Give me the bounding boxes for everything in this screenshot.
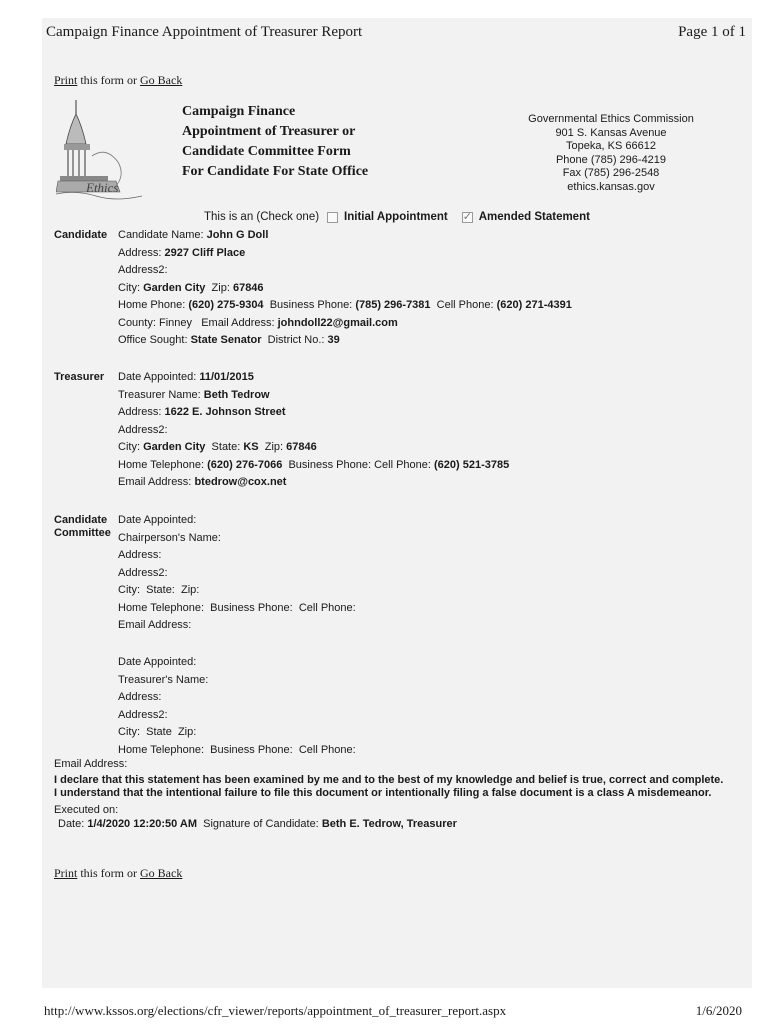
form-title-line: For Candidate For State Office <box>182 164 369 179</box>
field-label: Zip: <box>211 281 230 294</box>
treasurer-name-row <box>118 387 738 405</box>
committee-email-row: Email Address: <box>118 619 192 631</box>
field-label: Treasurer Name: <box>118 388 201 401</box>
amended-statement-label: Amended Statement <box>478 211 590 223</box>
field-label: Cell Phone: <box>374 458 431 471</box>
field-label: City: <box>118 584 140 596</box>
committee-treasurer-email-row: Email Address: <box>54 758 128 770</box>
field-label: State: <box>146 584 175 596</box>
treasurer-city-value: Garden City <box>143 441 206 453</box>
candidate-address-value: 2927 Cliff Place <box>164 246 246 259</box>
execution-date-value: 1/4/2020 12:20:50 AM <box>87 818 198 830</box>
candidate-district-value: 39 <box>327 334 340 346</box>
form-title-line: Campaign Finance <box>182 104 296 119</box>
committee-treasurer-address-row: Address: <box>118 691 162 703</box>
agency-phone: Phone (785) 296-4219 <box>555 153 667 166</box>
candidate-name-value: John G Doll <box>206 229 269 241</box>
treasurer-cell-phone-value: (620) 521-3785 <box>434 458 510 471</box>
committee-treasurer-name-row: Treasurer's Name: <box>118 673 209 686</box>
bottom-navigation <box>54 866 182 881</box>
field-label: Cell Phone: <box>436 299 494 311</box>
print-link[interactable]: Print <box>54 73 78 87</box>
agency-fax: Fax (785) 296-2548 <box>562 167 660 179</box>
candidate-business-phone-value: (785) 296-7381 <box>355 299 431 311</box>
print-link[interactable]: Print <box>54 866 78 880</box>
declaration-text: I declare that this statement has been examined by me and to the best of my knowledge and belief is true, correct and complete. I understand that the intentional failure to file this document or intentionally filing a false document is a class A misdemeanor. <box>54 774 724 799</box>
committee-treasurer-address2-row: Address2: <box>118 708 168 721</box>
agency-website: ethics.kansas.gov <box>567 180 655 193</box>
execution-row <box>54 817 724 832</box>
field-label: District No.: <box>267 334 325 346</box>
candidate-county-row <box>118 315 738 333</box>
form-title-line: Appointment of Treasurer or <box>182 124 356 139</box>
print-footer-date: 1/6/2020 <box>695 1003 742 1018</box>
field-label: Zip: <box>264 441 284 453</box>
print-footer-url: http://www.kssos.org/elections/cfr_viewer/reports/appointment_of_treasurer_report.aspx <box>44 1003 507 1018</box>
field-label: Home Telephone: <box>118 458 205 471</box>
committee-date-row: Date Appointed: <box>118 514 197 526</box>
candidate-phone-row <box>118 297 738 315</box>
field-label: Candidate Name: <box>118 229 204 241</box>
committee-section-label <box>54 514 118 540</box>
form-title <box>182 102 368 182</box>
field-label: City: <box>118 441 140 453</box>
committee-city-row <box>118 582 738 600</box>
candidate-home-phone-value: (620) 275-9304 <box>188 299 264 311</box>
agency-name: Governmental Ethics Commission <box>528 113 694 125</box>
top-navigation <box>54 73 182 88</box>
go-back-link[interactable]: Go Back <box>140 73 183 87</box>
committee-treasurer-city-row <box>118 724 738 742</box>
committee-label-line: Committee <box>54 527 111 539</box>
treasurer-date-row <box>118 369 738 387</box>
committee-address2-row: Address2: <box>118 566 168 579</box>
ethics-seal-image <box>56 96 146 204</box>
print-header-title: Campaign Finance Appointment of Treasurer Report <box>46 24 363 40</box>
field-label: Business Phone: <box>210 601 293 614</box>
treasurer-zip-value: 67846 <box>286 441 317 453</box>
treasurer-phone-row <box>118 457 738 475</box>
nav-text: this form or <box>77 73 141 87</box>
nav-text: this form or <box>77 866 141 880</box>
field-label: County: <box>118 316 156 329</box>
field-label: Email Address: <box>118 476 192 488</box>
field-label: Zip: <box>181 584 200 596</box>
field-label: Address2: <box>118 423 168 436</box>
field-label: Cell Phone: <box>298 743 356 756</box>
executed-on-label: Executed on: <box>54 804 119 816</box>
candidate-office-row <box>118 332 738 350</box>
candidate-zip-value: 67846 <box>232 281 264 294</box>
treasurer-address2-row <box>118 422 738 440</box>
check-one-label: This is an (Check one) <box>204 211 320 223</box>
treasurer-address-value: 1622 E. Johnson Street <box>164 406 286 418</box>
form-title-line: Candidate Committee Form <box>182 144 351 159</box>
committee-phone-row <box>118 600 738 618</box>
treasurer-home-phone-value: (620) 276-7066 <box>207 458 283 471</box>
field-label: Signature of Candidate: <box>203 818 319 830</box>
agency-street: 901 S. Kansas Avenue <box>555 126 667 139</box>
field-label: Address2: <box>118 264 168 276</box>
treasurer-email-value: btedrow@cox.net <box>194 476 287 488</box>
candidate-section-label: Candidate <box>54 229 108 241</box>
field-label: Office Sought: <box>118 334 188 346</box>
candidate-cell-phone-value: (620) 271-4391 <box>496 299 572 311</box>
treasurer-address-row <box>118 404 738 422</box>
go-back-link[interactable]: Go Back <box>140 866 183 880</box>
field-label: Business Phone: <box>210 743 293 756</box>
field-label: Address: <box>118 406 162 418</box>
candidate-city-value: Garden City <box>143 281 206 294</box>
agency-address-block <box>514 113 708 194</box>
treasurer-section-label: Treasurer <box>54 371 105 383</box>
initial-appointment-label: Initial Appointment <box>344 211 448 223</box>
field-label: State <box>146 726 172 738</box>
field-label: Date Appointed: <box>118 371 197 383</box>
candidate-office-value: State Senator <box>190 334 262 346</box>
field-label: Home Telephone: <box>118 743 205 756</box>
candidate-address2-row <box>118 262 738 280</box>
treasurer-name-value: Beth Tedrow <box>203 388 270 401</box>
field-label: Home Telephone: <box>118 601 205 614</box>
committee-chair-row: Chairperson's Name: <box>118 531 221 544</box>
treasurer-state-value: KS <box>243 441 259 453</box>
candidate-city-row <box>118 280 738 298</box>
amended-statement-checkbox[interactable] <box>462 212 473 223</box>
field-label: Zip: <box>177 726 197 738</box>
field-label: Cell Phone: <box>298 601 356 614</box>
print-header-page-number: Page 1 of 1 <box>678 24 746 40</box>
appointment-type-selector <box>204 211 590 223</box>
agency-city: Topeka, KS 66612 <box>566 140 656 152</box>
field-label: Address: <box>118 246 162 259</box>
field-label: City: <box>118 726 140 738</box>
treasurer-city-row <box>118 439 738 457</box>
field-label: Home Phone: <box>118 299 186 311</box>
field-label: Business Phone: <box>288 458 372 471</box>
committee-label-line: Candidate <box>54 514 108 526</box>
candidate-county-value: Finney <box>158 316 193 329</box>
seal-ethics-lettering: Ethics <box>86 180 119 195</box>
committee-address-row: Address: <box>118 549 162 561</box>
field-label: State: <box>211 441 241 453</box>
candidate-name-row <box>118 227 738 245</box>
field-label: Date: <box>58 818 85 830</box>
initial-appointment-checkbox[interactable] <box>327 212 338 223</box>
field-label: Business Phone: <box>269 299 353 311</box>
committee-treasurer-date-row: Date Appointed: <box>118 656 197 668</box>
candidate-address-row <box>118 245 738 263</box>
candidate-email-value: johndoll22@gmail.com <box>277 316 398 329</box>
treasurer-email-row <box>118 474 738 492</box>
declaration-block <box>54 757 724 832</box>
signature-value: Beth E. Tedrow, Treasurer <box>321 818 457 830</box>
field-label: City: <box>118 281 140 294</box>
treasurer-date-value: 11/01/2015 <box>199 371 254 383</box>
field-label: Email Address: <box>201 316 275 329</box>
